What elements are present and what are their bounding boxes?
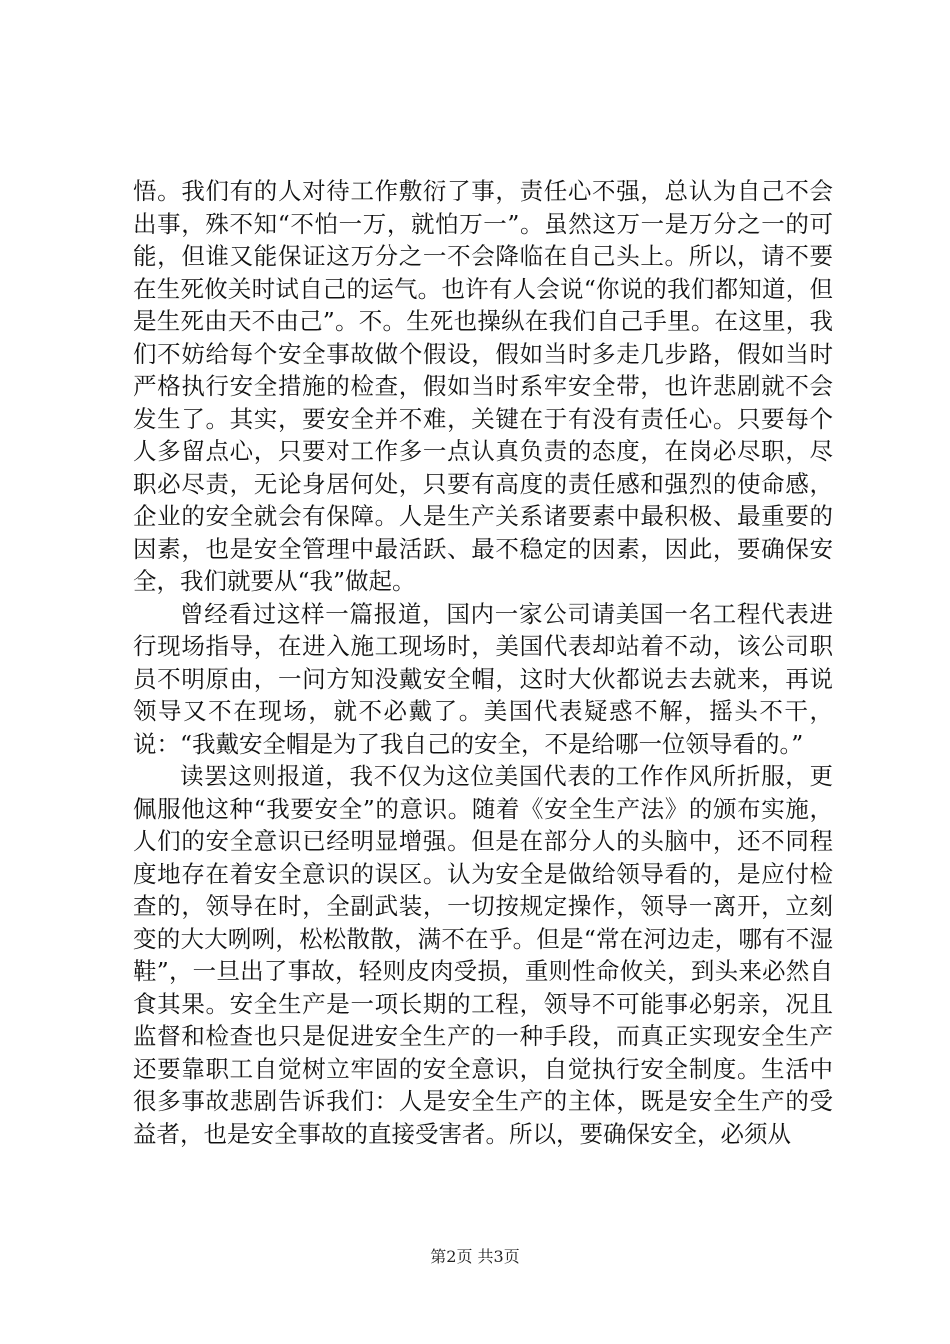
paragraph-continued: 悟。我们有的人对待工作敷衍了事，责任心不强，总认为自己不会出事，殊不知“不怕一万，就怕万一”。虽然这万一是万分之一的可能，但谁又能保证这万分之一不会降临在自己头上。所以，请不要在生死攸关时试自己的运气。也许有人会说“你说的我们都知道，但是生死由天不由己”。不。生死也操纵在我们自己手里。在这里，我们不妨给每个安全事故做个假设，假如当时多走几步路，假如当时严格执行安全措施的检查，假如当时系牢安全带，也许悲剧就不会发生了。其实，要安全并不难，关键在于有没有责任心。只要每个人多留点心，只要对工作多一点认真负责的态度，在岗必尽职，尽职必尽责，无论身居何处，只要有高度的责任感和强烈的使命感，企业的安全就会有保障。人是生产关系诸要素中最积极、最重要的因素，也是安全管理中最活跃、最不稳定的因素，因此，要确保安全，我们就要从“我”做起。 (133, 177, 833, 595)
page-number-footer: 第2页 共3页 (430, 1247, 520, 1266)
paragraph-report: 曾经看过这样一篇报道，国内一家公司请美国一名工程代表进行现场指导，在进入施工现场时，美国代表却站着不动，该公司职员不明原由，一问方知没戴安全帽，这时大伙都说去去就来，再说领导又不在现场，就不必戴了。美国代表疑惑不解，摇头不干，说：“我戴安全帽是为了我自己的安全，不是给哪一位领导看的。” (133, 599, 833, 758)
paragraph-reflection: 读罢这则报道，我不仅为这位美国代表的工作作风所折服，更佩服他这种“我要安全”的意识。随着《安全生产法》的颁布实施，人们的安全意识已经明显增强。但是在部分人的头脑中，还不同程度地存在着安全意识的误区。认为安全是做给领导看的，是应付检查的，领导在时，全副武装，一切按规定操作，领导一离开，立刻变的大大咧咧，松松散散，满不在乎。但是“常在河边走，哪有不湿鞋”，一旦出了事故，轻则皮肉受损，重则性命攸关，到头来必然自食其果。安全生产是一项长期的工程，领导不可能事必躬亲，况且监督和检查也只是促进安全生产的一种手段，而真正实现安全生产还要靠职工自觉树立牢固的安全意识，自觉执行安全制度。生活中很多事故悲剧告诉我们：人是安全生产的主体，既是安全生产的受益者，也是安全事故的直接受害者。所以，要确保安全，必须从 (133, 762, 833, 1148)
body-text (133, 175, 833, 1150)
